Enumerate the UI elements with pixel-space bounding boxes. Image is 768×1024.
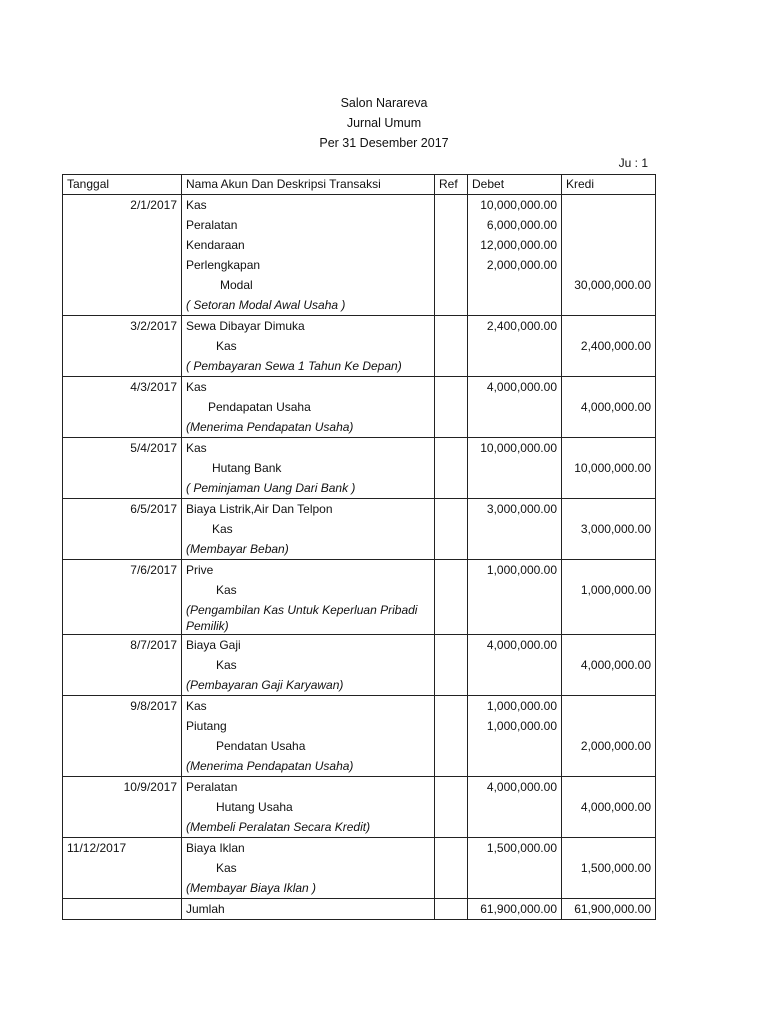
journal-entry-row — [63, 635, 656, 696]
total-row — [63, 899, 656, 920]
entry-ref — [435, 438, 468, 499]
transaction-description: ( Peminjaman Uang Dari Bank ) — [186, 481, 356, 495]
entry-accounts — [182, 195, 435, 316]
account-name: Pendapatan Usaha — [208, 400, 311, 414]
entry-ref — [435, 377, 468, 438]
transaction-description: (Pembayaran Gaji Karyawan) — [186, 678, 344, 692]
entry-ref — [435, 696, 468, 777]
account-name: Kas — [216, 861, 237, 875]
entry-date: 10/9/2017 — [63, 777, 182, 838]
entry-accounts — [182, 438, 435, 499]
entry-credits — [562, 838, 656, 899]
entry-date: 6/5/2017 — [63, 499, 182, 560]
account-name: Hutang Usaha — [216, 800, 293, 814]
entry-ref — [435, 560, 468, 635]
entry-ref — [435, 838, 468, 899]
account-name: Kas — [216, 339, 237, 353]
debit-amount: 1,000,000.00 — [486, 563, 557, 577]
entry-accounts — [182, 696, 435, 777]
entry-debits — [468, 635, 562, 696]
period-label: Per 31 Desember 2017 — [319, 136, 449, 150]
table-header-row — [63, 175, 656, 195]
credit-amount: 1,500,000.00 — [580, 861, 651, 875]
entry-credits — [562, 377, 656, 438]
credit-amount: 2,400,000.00 — [580, 339, 651, 353]
journal-entry-row — [63, 777, 656, 838]
credit-amount: 4,000,000.00 — [580, 658, 651, 672]
debit-amount: 2,400,000.00 — [486, 319, 557, 333]
column-header-ref: Ref — [435, 175, 468, 195]
journal-table — [62, 174, 656, 920]
entry-date: 2/1/2017 — [63, 195, 182, 316]
account-name: Biaya Gaji — [186, 638, 241, 652]
total-label: Jumlah — [182, 899, 435, 920]
entry-date: 11/12/2017 — [63, 838, 182, 899]
entry-accounts — [182, 377, 435, 438]
entry-debits — [468, 499, 562, 560]
entry-accounts — [182, 499, 435, 560]
entry-debits — [468, 777, 562, 838]
account-name: Biaya Iklan — [186, 841, 245, 855]
account-name: Biaya Listrik,Air Dan Telpon — [186, 502, 333, 516]
entry-debits — [468, 316, 562, 377]
journal-entry-row — [63, 560, 656, 635]
account-name: Pendatan Usaha — [216, 739, 306, 753]
entry-credits — [562, 316, 656, 377]
entry-credits — [562, 195, 656, 316]
credit-amount: 4,000,000.00 — [580, 800, 651, 814]
account-name: Kas — [186, 441, 207, 455]
total-ref-cell — [435, 899, 468, 920]
entry-credits — [562, 696, 656, 777]
entry-date: 7/6/2017 — [63, 560, 182, 635]
transaction-description: (Menerima Pendapatan Usaha) — [186, 759, 354, 773]
credit-amount: 10,000,000.00 — [574, 461, 651, 475]
entry-accounts — [182, 635, 435, 696]
debit-amount: 1,000,000.00 — [486, 719, 557, 733]
entry-ref — [435, 195, 468, 316]
debit-amount: 3,000,000.00 — [486, 502, 557, 516]
company-name: Salon Narareva — [340, 96, 428, 110]
entry-debits — [468, 696, 562, 777]
entry-credits — [562, 777, 656, 838]
account-name: Sewa Dibayar Dimuka — [186, 319, 305, 333]
entry-date: 5/4/2017 — [63, 438, 182, 499]
column-header-date: Tanggal — [63, 175, 182, 195]
debit-amount: 1,500,000.00 — [486, 841, 557, 855]
entry-date: 4/3/2017 — [63, 377, 182, 438]
journal-entry-row — [63, 438, 656, 499]
transaction-description: (Menerima Pendapatan Usaha) — [186, 420, 354, 434]
journal-entry-row — [63, 838, 656, 899]
entry-accounts — [182, 838, 435, 899]
transaction-description: ( Pembayaran Sewa 1 Tahun Ke Depan) — [186, 359, 402, 373]
account-name: Kas — [186, 699, 207, 713]
journal-entry-row — [63, 316, 656, 377]
entry-credits — [562, 560, 656, 635]
account-name: Kas — [186, 380, 207, 394]
debit-amount: 4,000,000.00 — [486, 638, 557, 652]
transaction-description: (Membeli Peralatan Secara Kredit) — [186, 820, 371, 834]
credit-amount: 1,000,000.00 — [580, 583, 651, 597]
debit-amount: 10,000,000.00 — [480, 441, 557, 455]
account-name: Kas — [186, 198, 207, 212]
account-name: Peralatan — [186, 218, 238, 232]
document-title: Jurnal Umum — [346, 116, 422, 130]
entry-debits — [468, 438, 562, 499]
entry-date: 3/2/2017 — [63, 316, 182, 377]
entry-credits — [562, 635, 656, 696]
total-credit: 61,900,000.00 — [562, 899, 656, 920]
credit-amount: 30,000,000.00 — [574, 278, 651, 292]
account-name: Modal — [220, 278, 253, 292]
debit-amount: 4,000,000.00 — [486, 380, 557, 394]
transaction-description: ( Setoran Modal Awal Usaha ) — [186, 298, 346, 312]
entry-accounts — [182, 777, 435, 838]
debit-amount: 10,000,000.00 — [480, 198, 557, 212]
journal-entry-row — [63, 499, 656, 560]
entry-date: 9/8/2017 — [63, 696, 182, 777]
credit-amount: 3,000,000.00 — [580, 522, 651, 536]
entry-credits — [562, 499, 656, 560]
entry-ref — [435, 499, 468, 560]
entry-ref — [435, 635, 468, 696]
debit-amount: 12,000,000.00 — [480, 238, 557, 252]
journal-entry-row — [63, 377, 656, 438]
account-name: Perlengkapan — [186, 258, 261, 272]
account-name: Kas — [216, 583, 237, 597]
debit-amount: 4,000,000.00 — [486, 780, 557, 794]
entry-credits — [562, 438, 656, 499]
journal-entry-row — [63, 696, 656, 777]
transaction-description: (Membayar Beban) — [186, 542, 289, 556]
entry-date: 8/7/2017 — [63, 635, 182, 696]
account-name: Peralatan — [186, 780, 238, 794]
journal-entry-row — [63, 195, 656, 316]
debit-amount: 1,000,000.00 — [486, 699, 557, 713]
total-date-cell — [63, 899, 182, 920]
column-header-account: Nama Akun Dan Deskripsi Transaksi — [182, 175, 435, 195]
account-name: Prive — [186, 563, 214, 577]
total-debit: 61,900,000.00 — [468, 899, 562, 920]
entry-ref — [435, 777, 468, 838]
transaction-description: (Pengambilan Kas Untuk Keperluan Pribadi Pemilik) — [186, 603, 418, 633]
column-header-debit: Debet — [468, 175, 562, 195]
account-name: Kas — [216, 658, 237, 672]
account-name: Hutang Bank — [212, 461, 282, 475]
credit-amount: 4,000,000.00 — [580, 400, 651, 414]
debit-amount: 6,000,000.00 — [486, 218, 557, 232]
entry-accounts — [182, 316, 435, 377]
account-name: Kendaraan — [186, 238, 245, 252]
debit-amount: 2,000,000.00 — [486, 258, 557, 272]
entry-accounts — [182, 560, 435, 635]
entry-debits — [468, 838, 562, 899]
account-name: Piutang — [186, 719, 227, 733]
entry-debits — [468, 377, 562, 438]
journal-page-ref: Ju : 1 — [618, 156, 648, 170]
entry-ref — [435, 316, 468, 377]
credit-amount: 2,000,000.00 — [580, 739, 651, 753]
transaction-description: (Membayar Biaya Iklan ) — [186, 881, 317, 895]
column-header-credit: Kredi — [562, 175, 656, 195]
entry-debits — [468, 195, 562, 316]
account-name: Kas — [212, 522, 233, 536]
entry-debits — [468, 560, 562, 635]
